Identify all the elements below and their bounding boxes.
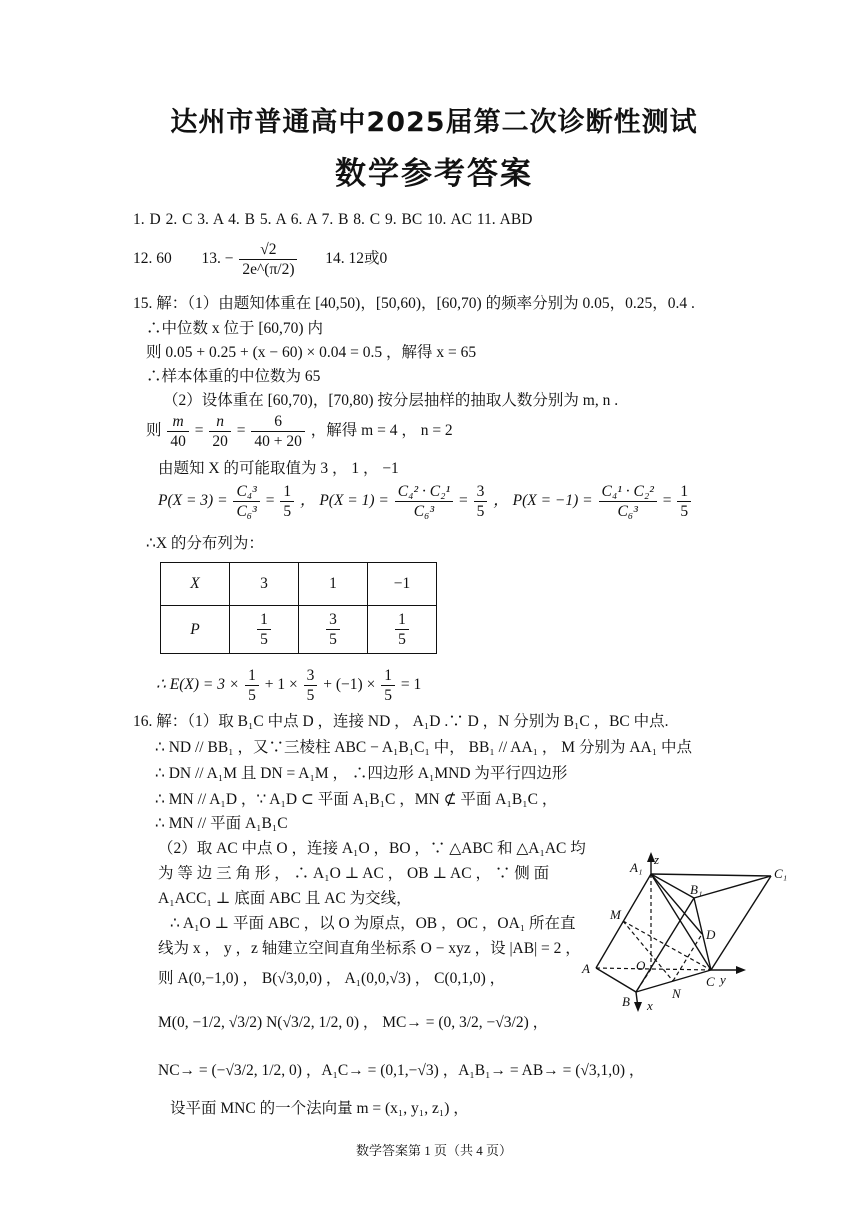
exp-frac-a <box>245 666 259 705</box>
label-n: N <box>672 986 681 1001</box>
frac-num: 3 <box>326 610 340 630</box>
frac-num: C₄¹ · C₂² <box>599 482 657 502</box>
frac-num: 1 <box>280 482 294 502</box>
label-b: B <box>622 994 630 1009</box>
q16-line-14: 设平面 MNC 的一个法向量 m = (x₁, y₁, z₁) ， <box>170 1100 469 1117</box>
frac-den: C₆³ <box>617 503 638 520</box>
label-y: y <box>720 972 726 987</box>
p2-value <box>474 482 488 521</box>
frac-den: 5 <box>476 503 485 520</box>
answer-14: 14. 12或0 <box>325 250 388 268</box>
x-axis-arrow <box>634 1002 642 1012</box>
frac-num: n <box>209 412 231 432</box>
q15-line-6: 则 $\frac{m}{40}$ = $\frac{n}{20}$ = $\frac{6}{40 + 20}$ ，解得 m = 4 ， n = 2 <box>146 413 453 450</box>
frac-den: 5 <box>329 631 337 648</box>
frac-den: 5 <box>306 687 315 704</box>
frac-den: 20 <box>212 433 228 450</box>
frac-num: 3 <box>474 482 488 502</box>
p1-value <box>280 482 294 521</box>
q15-frac-n20 <box>209 412 231 451</box>
q15-line-2: ∴中位数 x 位于 [60,70) 内 <box>146 320 323 337</box>
frac-num: C₄³ <box>233 482 259 502</box>
frac-den: 40 <box>170 433 186 450</box>
answer-13-fraction <box>239 240 297 279</box>
p3-frac <box>599 482 657 521</box>
frac-num: 1 <box>381 666 395 686</box>
exp-mid-1: + 1 × <box>264 676 298 694</box>
distribution-table <box>160 562 437 654</box>
q15-frac-m40 <box>167 412 189 451</box>
q15-line-5: （2）设体重在 [60,70)，[70,80) 按分层抽样的抽取人数分别为 m, n . <box>163 392 619 409</box>
q16-line-4: ∴ MN // A₁D ，∵ A₁D ⊂ 平面 A₁B₁C ，MN ⊄ 平面 A₁B₁C ， <box>155 791 558 808</box>
exp-frac-c <box>381 666 395 705</box>
q15-line-3: 则 0.05 + 0.25 + (x − 60) × 0.04 = 0.5 ，解得 x = 65 <box>146 344 477 361</box>
label-m: M <box>610 907 621 922</box>
q15-line-9: ∴X 的分布列为： <box>146 535 264 552</box>
q16-line-7: 为 等 边 三 角 形 ， ∴ A₁O ⊥ AC ， OB ⊥ AC ， ∵ 侧 面 <box>158 865 550 882</box>
prism-figure <box>576 850 796 1020</box>
edge-ab <box>596 968 636 992</box>
answers-row-1: 1. D 2. C 3. A 4. B 5. A 6. A 7. B 8. C 9. BC 10. AC 11. ABD <box>133 211 533 228</box>
q15-expectation <box>156 666 421 714</box>
q16-line-11: 则 A(0,−1,0) ， B(√3,0,0) ， A₁(0,0,√3) ， C(0,1,0) ， <box>158 970 506 987</box>
p1-frac <box>233 482 259 521</box>
frac-num: 1 <box>677 482 691 502</box>
frac-den: 40 + 20 <box>254 433 302 450</box>
q16-line-2: ∴ ND // BB₁ ，又∵三棱柱 ABC − A₁B₁C₁ 中， BB₁ // AA₁ ， M 分别为 AA₁ 中点 <box>155 739 692 756</box>
frac-den: C₆³ <box>413 503 435 520</box>
answer-13-num: √2 <box>239 240 297 260</box>
frac-num: m <box>167 412 189 432</box>
frac-num: 1 <box>245 666 259 686</box>
exp-prefix: ∴ E(X) = 3 × <box>156 676 240 694</box>
label-d: D <box>706 927 716 942</box>
q15-frac-6-60 <box>251 412 305 451</box>
edge-ac-hidden <box>596 968 711 970</box>
table-cell: X <box>161 563 230 606</box>
q16-line-1: 16. 解：（1）取 B₁C 中点 D ，连接 ND ， A₁D .∵ D ，N 分别为 B₁C ，BC 中点. <box>133 713 669 730</box>
frac-den: 5 <box>680 503 689 520</box>
q15-line-4: ∴样本体重的中位数为 65 <box>146 368 321 385</box>
p3-lhs: ， P(X = −1) = <box>493 492 593 510</box>
p2-frac <box>395 482 453 521</box>
q15-line-1: 15. 解：（1）由题知体重在 [40,50)，[50,60)，[60,70) 的频率分别为 0.05，0.25，0.4 . <box>133 295 695 312</box>
p2-lhs: ， P(X = 1) = <box>299 492 389 510</box>
label-b1: B₁ <box>690 882 703 897</box>
frac-num: 3 <box>304 666 318 686</box>
answer-13-den: 2e^(π/2) <box>242 261 295 278</box>
q15-line-6-suffix: ，解得 m = 4 ， n = 2 <box>310 422 453 440</box>
table-row <box>161 563 437 606</box>
page-footer: 数学答案第 1 页（共 4 页） <box>355 1143 512 1158</box>
q16-line-6: （2）取 AC 中点 O ，连接 A₁O ，BO ，∵ △ABC 和 △A₁AC 均 <box>158 840 586 857</box>
edge-a1b1 <box>651 874 694 898</box>
frac-den: 5 <box>398 631 406 648</box>
table-cell: 3 <box>230 563 299 606</box>
exp-frac-b <box>304 666 318 705</box>
q16-line-13: NC→ = (−√3/2, 1/2, 0) ，A₁C→ = (0,1,−√3) ，A₁B₁→ = AB→ = (√3,1,0) ， <box>158 1062 645 1079</box>
label-o: O <box>636 958 646 973</box>
label-z: z <box>654 852 660 867</box>
page-subtitle: 数学参考答案 <box>335 156 533 192</box>
q16-line-3: ∴ DN // A₁M 且 DN = A₁M ， ∴四边形 A₁MND 为平行四边形 <box>155 765 568 782</box>
table-cell: −1 <box>368 563 437 606</box>
q15-probabilities: P(X = 3) = $\frac{\text{C₄³}}{\text{C₆³}}$ = $\frac{1}{5}$ ， P(X = 1) = $\frac{\text{C₄² · C₂¹}}{\text{C₆³}}$ = $\frac{3}{5}$ ， P(X = −1) = $\frac{\text{C₄¹ · C₂²}}{\text{C₆³}}$ = $\frac{1}{5}$ <box>158 482 693 530</box>
frac-den: 5 <box>260 631 268 648</box>
answer-12: 12. 60 <box>133 250 172 268</box>
table-cell: P <box>161 606 230 654</box>
label-x: x <box>647 998 653 1013</box>
q16-line-9: ∴ A₁O ⊥ 平面 ABC ，以 O 为原点，OB ，OC ，OA₁ 所在直 <box>170 915 576 932</box>
label-c1: C₁ <box>774 866 788 881</box>
p1-lhs: P(X = 3) = <box>158 492 228 510</box>
frac-num: 1 <box>257 610 271 630</box>
exp-suffix: = 1 <box>400 676 422 694</box>
label-a: A <box>582 961 590 976</box>
edge-a1c1 <box>651 874 771 876</box>
q16-line-10: 线为 x ， y ，z 轴建立空间直角坐标系 O − xyz ，设 |AB| = 2 ， <box>158 940 581 957</box>
q16-line-5: ∴ MN // 平面 A₁B₁C <box>155 815 288 832</box>
frac-den: 5 <box>283 503 292 520</box>
table-cell <box>368 606 437 654</box>
page-title: 达州市普通高中2025届第二次诊断性测试 <box>170 107 698 138</box>
frac-num: 6 <box>251 412 305 432</box>
frac-num: C₄² · C₂¹ <box>395 482 453 502</box>
frac-num: 1 <box>395 610 409 630</box>
frac-den: 5 <box>384 687 392 704</box>
label-a1: A₁ <box>630 860 643 875</box>
table-cell <box>230 606 299 654</box>
q16-line-12: M(0, −1/2, √3/2) N(√3/2, 1/2, 0) ， MC→ = (0, 3/2, −√3/2) ， <box>158 1014 549 1031</box>
p3-value <box>677 482 691 521</box>
table-cell <box>299 606 368 654</box>
q16-line-8: A₁ACC₁ ⊥ 底面 ABC 且 AC 为交线， <box>158 890 412 907</box>
y-axis-arrow <box>736 966 746 974</box>
label-c: C <box>706 974 715 989</box>
table-row <box>161 606 437 654</box>
q15-line-6-prefix: 则 <box>146 422 162 440</box>
q15-line-7: 由题知 X 的可能取值为 3 ， 1 ， −1 <box>158 460 399 477</box>
frac-den: 5 <box>248 687 256 704</box>
frac-den: C₆³ <box>236 503 257 520</box>
exp-mid-2: + (−1) × <box>323 676 376 694</box>
answer-13-prefix: 13. − <box>201 250 234 268</box>
answers-row-2 <box>133 240 387 284</box>
table-cell: 1 <box>299 563 368 606</box>
